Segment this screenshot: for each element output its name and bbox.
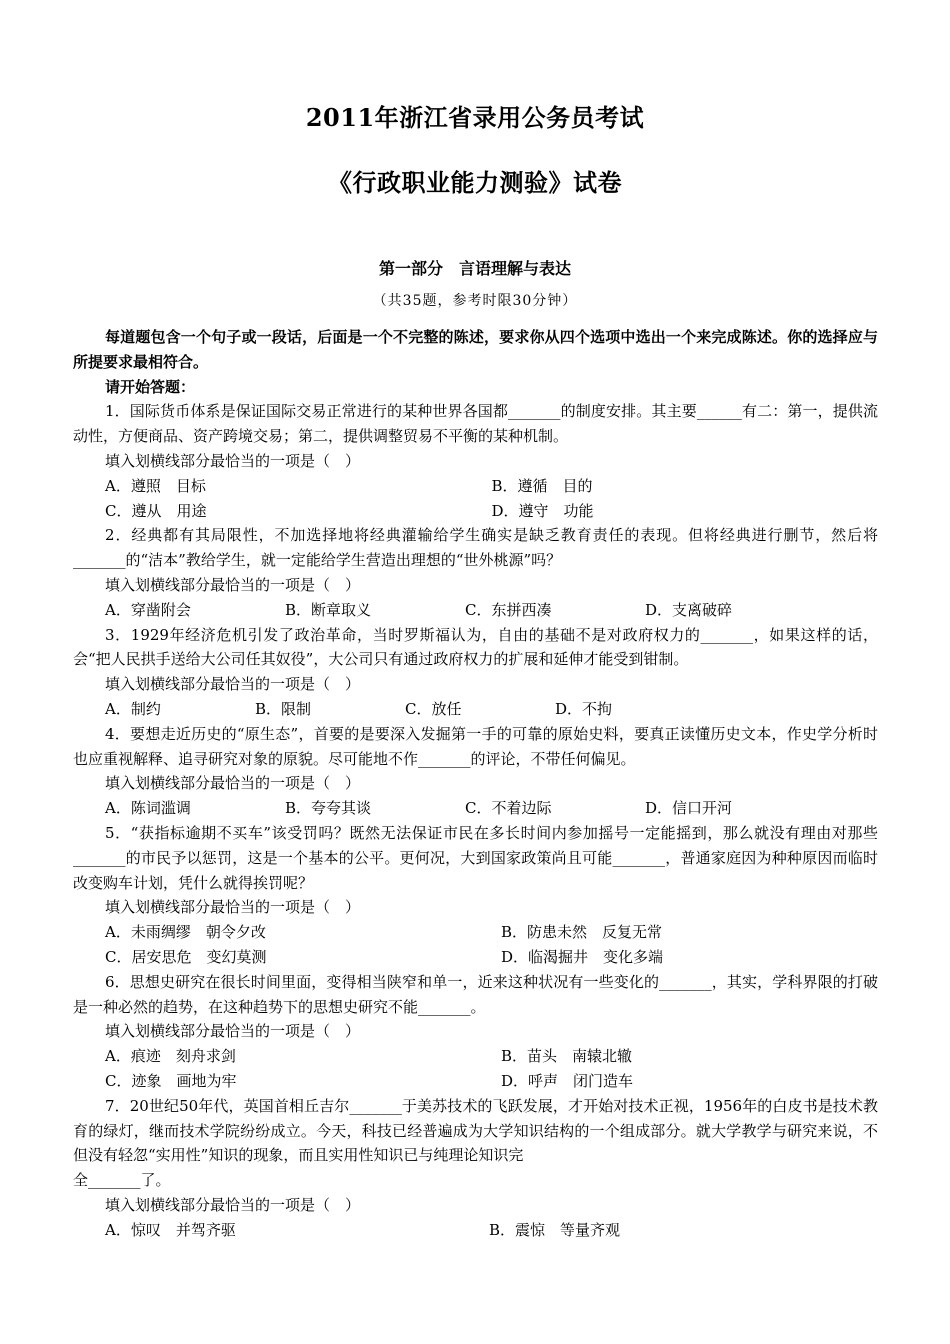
question-stem: 2．经典都有其局限性，不加选择地将经典灌输给学生确实是缺乏教育责任的表现。但将经典进行删节，然后将_______的“洁本”教给学生，就一定能给学生营造出理想的“世外桃源”吗？ xyxy=(73,526,878,570)
question-prompt: 填入划横线部分最恰当的一项是（ ） xyxy=(105,451,361,470)
option: B．限制 xyxy=(255,699,312,718)
question-stem: 3．1929年经济危机引发了政治革命，当时罗斯福认为，自由的基础不是对政府权力的_______，如果这样的话，会“把人民拱手送给大公司任其奴役”，大公司只有通过政府权力的扩展和延伸才能受到钳制。 xyxy=(73,625,878,669)
option-row xyxy=(73,796,878,821)
option-row xyxy=(73,1218,878,1243)
question-prompt: 填入划横线部分最恰当的一项是（ ） xyxy=(105,774,361,793)
option: C．东拼西凑 xyxy=(465,600,552,619)
option: C．遵从 用途 xyxy=(105,501,207,520)
instructions: 每道题包含一个句子或一段话，后面是一个不完整的陈述，要求你从四个选项中选出一个来完成陈述。你的选择应与所提要求最相符合。 xyxy=(73,328,878,371)
option: D．不拘 xyxy=(555,699,613,718)
question-prompt: 填入划横线部分最恰当的一项是（ ） xyxy=(105,675,361,694)
question-prompt: 填入划横线部分最恰当的一项是（ ） xyxy=(105,575,361,594)
option: B．断章取义 xyxy=(285,600,372,619)
option-row xyxy=(73,1044,878,1069)
question-prompt: 填入划横线部分最恰当的一项是（ ） xyxy=(105,1195,361,1214)
option: A．遵照 目标 xyxy=(105,476,206,495)
option: B．震惊 等量齐观 xyxy=(489,1220,621,1239)
question-stem: 4．要想走近历史的“原生态”，首要的是要深入发掘第一手的可靠的原始史料，要真正读懂历史文本，作史学分析时也应重视解释、追寻研究对象的原貌。尽可能地不作_______的评论，不带任何偏见。 xyxy=(73,724,878,768)
option: A．穿凿附会 xyxy=(105,600,191,619)
option: C．居安思危 变幻莫测 xyxy=(105,947,267,966)
exam-title: 2011年浙江省录用公务员考试 xyxy=(305,103,645,132)
option: A．惊叹 并驾齐驱 xyxy=(105,1220,236,1239)
option: D．信口开河 xyxy=(645,799,733,818)
question-stem: 1．国际货币体系是保证国际交易正常进行的某种世界各国都_______的制度安排。其主要______有二：第一，提供流动性，方便商品、资产跨境交易；第二，提供调整贸易不平衡的某种机制。 xyxy=(73,402,878,446)
option-row xyxy=(73,945,878,970)
option: B．夸夸其谈 xyxy=(285,799,372,818)
option-row xyxy=(73,598,878,623)
option-row xyxy=(73,697,878,722)
option: D．支离破碎 xyxy=(645,600,733,619)
question-stem: 5．“获指标逾期不买车”该受罚吗？既然无法保证市民在多长时间内参加摇号一定能摇到，那么就没有理由对那些_______的市民予以惩罚，这是一个基本的公平。更何况，大到国家政策尚且可能_______，普通家庭因为种种原因而临时改变购车计划，凭什么就得挨罚呢？ xyxy=(73,823,878,892)
question-stem: 6．思想史研究在很长时间里面，变得相当陕窄和单一，近来这种状况有一些变化的_______，其实，学科界限的打破是一种必然的趋势，在这种趋势下的思想史研究不能_______。 xyxy=(73,972,878,1016)
option-row xyxy=(73,499,878,524)
option: A．痕迹 刻舟求剑 xyxy=(105,1047,236,1066)
option: A．陈词滥调 xyxy=(105,799,191,818)
option: C．不着边际 xyxy=(465,799,552,818)
question-stem: 7．20世纪50年代，英国首相丘吉尔_______于美苏技术的飞跃发展，才开始对技术正视，1956年的白皮书是技术教育的绿灯，继而技术学院纷纷成立。今天，科技已经普遍成为大学知识结构的一个组成部分。就大学教学与研究来说，不但没有轻忽“实用性”知识的现象，而且实用性知识已与纯理论知识完 xyxy=(73,1096,878,1165)
section-note: （共35题，参考时限30分钟） xyxy=(372,293,578,309)
exam-body xyxy=(73,325,878,1242)
section-heading: 第一部分 言语理解与表达 xyxy=(378,259,571,278)
option: D．遵守 功能 xyxy=(491,501,594,520)
start-prompt: 请开始答题： xyxy=(105,377,196,396)
option: C．放任 xyxy=(405,699,462,718)
option: D．呼声 闭门造车 xyxy=(501,1071,634,1090)
option: B．防患未然 反复无常 xyxy=(501,923,663,942)
option: C．迹象 画地为牢 xyxy=(105,1071,237,1090)
option: D．临渴掘井 变化多端 xyxy=(501,947,664,966)
option: A．未雨绸缪 朝令夕改 xyxy=(105,923,266,942)
question-prompt: 填入划横线部分最恰当的一项是（ ） xyxy=(105,1022,361,1041)
option-row xyxy=(73,920,878,945)
option: B．苗头 南辕北辙 xyxy=(501,1047,633,1066)
option: A．制约 xyxy=(105,699,161,718)
exam-subtitle: 《行政职业能力测验》试卷 xyxy=(328,168,622,197)
option: B．遵循 目的 xyxy=(491,476,593,495)
option-row xyxy=(73,1069,878,1094)
question-prompt: 填入划横线部分最恰当的一项是（ ） xyxy=(105,898,361,917)
option-row xyxy=(73,474,878,499)
question-stem-continued: 全_______了。 xyxy=(73,1171,171,1190)
